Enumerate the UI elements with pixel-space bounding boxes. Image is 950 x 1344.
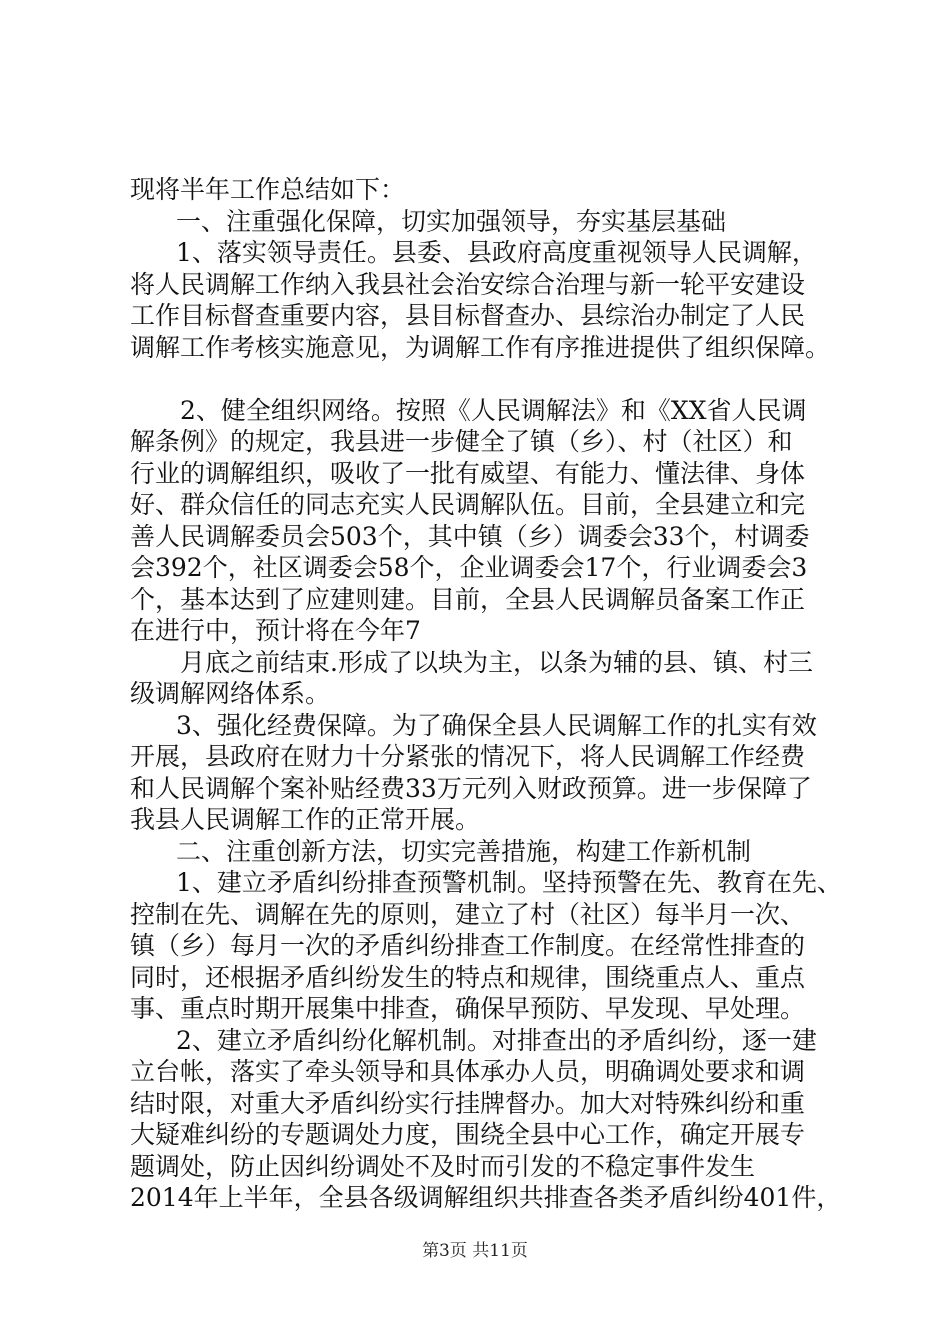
text-line: 解条例》的规定，我县进一步健全了镇（乡）、村（社区）和 (130, 427, 793, 456)
text-line: 月底之前结束.形成了以块为主，以条为辅的县、镇、村三 (180, 647, 813, 677)
text-line: 好、群众信任的同志充实人民调解队伍。目前，全县建立和完 (130, 490, 806, 519)
text-line: 2、健全组织网络。按照《人民调解法》和《XX省人民调 (180, 395, 807, 425)
text-line: 工作目标督查重要内容，县目标督查办、县综治办制定了人民 (130, 301, 806, 330)
text-line: 调解工作考核实施意见，为调解工作有序推进提供了组织保障。 (130, 332, 831, 362)
text-line: 立台帐，落实了牵头领导和具体承办人员，明确调处要求和调 (130, 1057, 806, 1086)
text-line: 会392个，社区调委会58个，企业调委会17个，行业调委会3 (130, 553, 808, 582)
section-heading: 一、注重强化保障，切实加强领导，夯实基层基础 (176, 206, 727, 236)
text-line: 善人民调解委员会503个，其中镇（乡）调委会33个，村调委 (130, 521, 810, 551)
text-line: 结时限，对重大矛盾纠纷实行挂牌督办。加大对特殊纠纷和重 (130, 1088, 806, 1118)
text-line: 我县人民调解工作的正常开展。 (130, 805, 481, 834)
text-line: 控制在先、调解在先的原则，建立了村（社区）每半月一次、 (130, 899, 806, 929)
section-heading: 二、注重创新方法，切实完善措施，构建工作新机制 (176, 836, 752, 866)
text-line: 2014年上半年，全县各级调解组织共排查各类矛盾纠纷401件， (130, 1183, 842, 1212)
text-line: 大疑难纠纷的专题调处力度，围绕全县中心工作，确定开展专 (130, 1120, 806, 1149)
blank-line (130, 363, 840, 395)
document-body (130, 174, 840, 1214)
text-line: 级调解网络体系。 (130, 679, 331, 708)
text-line: 题调处，防止因纠纷调处不及时而引发的不稳定事件发生 (130, 1151, 756, 1181)
text-line: 现将半年工作总结如下： (130, 175, 406, 204)
text-line: 和人民调解个案补贴经费33万元列入财政预算。进一步保障了 (130, 773, 812, 803)
text-line: 镇（乡）每月一次的矛盾纠纷排查工作制度。在经常性排查的 (130, 931, 806, 960)
text-line: 1、落实领导责任。县委、县政府高度重视领导人民调解， (176, 238, 817, 267)
text-line: 开展，县政府在财力十分紧张的情况下，将人民调解工作经费 (130, 742, 806, 771)
page-footer (0, 1240, 950, 1262)
text-line: 在进行中，预计将在今年7 (130, 616, 421, 645)
page-number: 第3页 共11页 (422, 1241, 528, 1261)
text-line: 行业的调解组织，吸收了一批有威望、有能力、懂法律、身体 (130, 458, 806, 488)
text-line: 同时，还根据矛盾纠纷发生的特点和规律，围绕重点人、重点 (130, 962, 806, 992)
text-line: 将人民调解工作纳入我县社会治安综合治理与新一轮平安建设 (130, 269, 806, 299)
text-line: 3、强化经费保障。为了确保全县人民调解工作的扎实有效 (176, 710, 817, 740)
text-line: 2、建立矛盾纠纷化解机制。对排查出的矛盾纠纷，逐一建 (176, 1025, 817, 1055)
text-line: 事、重点时期开展集中排查，确保早预防、早发现、早处理。 (130, 994, 806, 1023)
text-line: 1、建立矛盾纠纷排查预警机制。坚持预警在先、教育在先、 (176, 868, 842, 897)
text-line: 个，基本达到了应建则建。目前，全县人民调解员备案工作正 (130, 584, 806, 614)
